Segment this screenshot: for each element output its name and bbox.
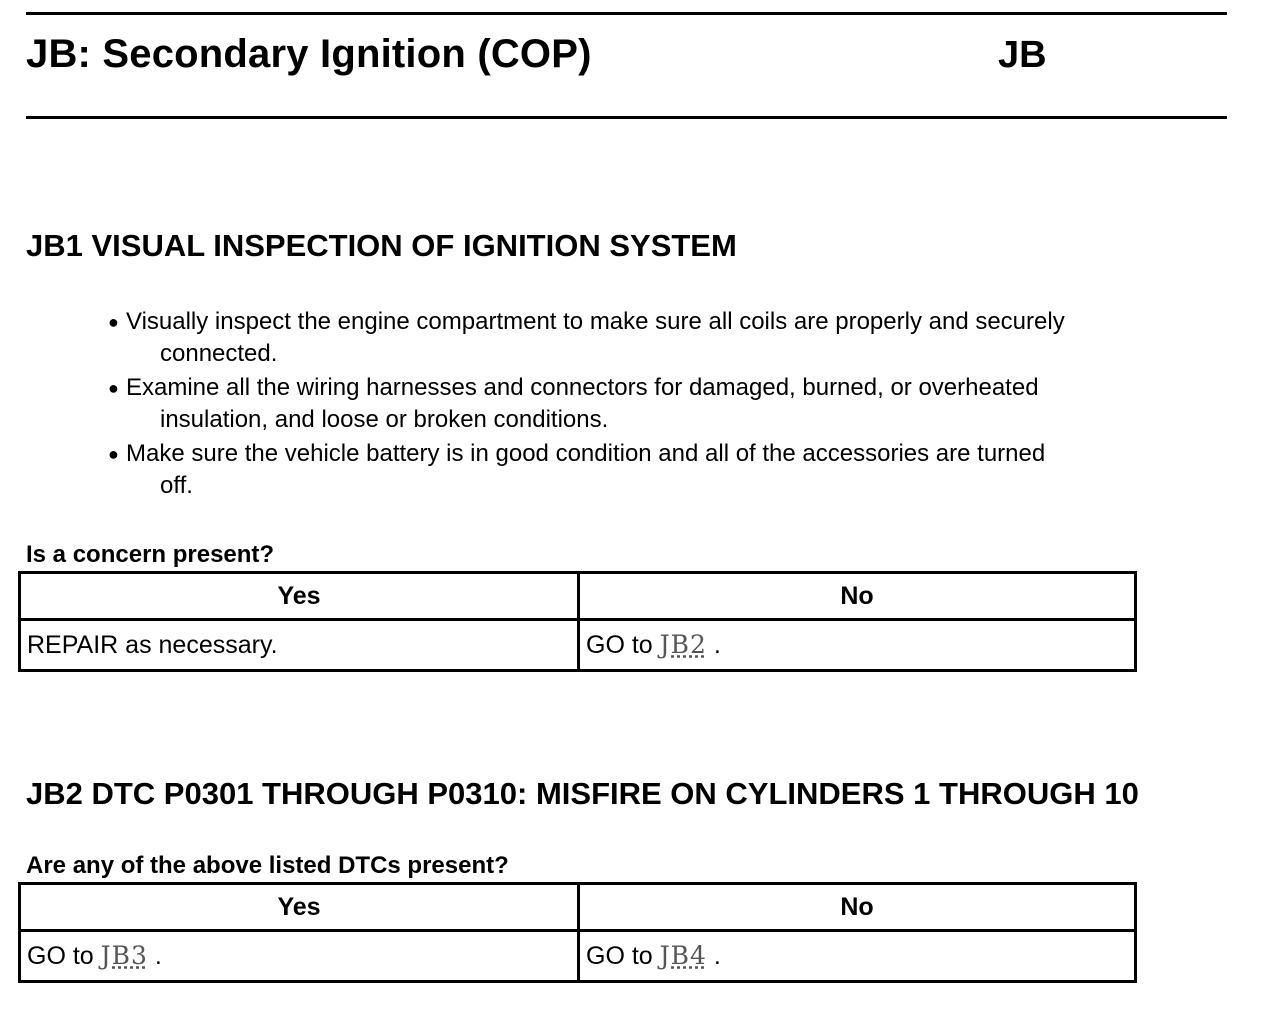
bullet-text: Visually inspect the engine compartment to make sure all coils are properly and securely — [126, 308, 1065, 335]
action-suffix: . — [713, 942, 721, 970]
no-header: No — [579, 884, 1136, 931]
no-action — [579, 931, 1136, 982]
yes-header: Yes — [20, 573, 579, 620]
table-header-row — [20, 573, 1136, 620]
jb3-link[interactable]: JB3 — [100, 941, 148, 970]
jb2-decision-table — [18, 882, 1137, 983]
table-row — [20, 931, 1136, 982]
table-header-row — [20, 884, 1136, 931]
yes-header: Yes — [20, 884, 579, 931]
bullet-text-continued: insulation, and loose or broken conditions. — [160, 406, 609, 433]
jb2-heading: JB2 DTC P0301 THROUGH P0310: MISFIRE ON CYLINDERS 1 THROUGH 10 — [26, 776, 1139, 811]
jb1-decision-table — [18, 571, 1137, 672]
no-action — [579, 620, 1136, 671]
jb2-question: Are any of the above listed DTCs present? — [26, 852, 509, 879]
action-text: GO to — [27, 942, 94, 970]
bullet-icon: ● — [108, 312, 119, 332]
page-title: JB: Secondary Ignition (COP) — [26, 32, 592, 76]
bullet-text: Make sure the vehicle battery is in good condition and all of the accessories are turned — [126, 440, 1046, 467]
jb1-heading: JB1 VISUAL INSPECTION OF IGNITION SYSTEM — [26, 228, 737, 263]
jb4-link[interactable]: JB4 — [659, 941, 707, 970]
bullet-text-continued: connected. — [160, 340, 278, 367]
section-code: JB — [998, 34, 1047, 76]
header-top-rule — [26, 12, 1227, 15]
action-suffix: . — [154, 942, 162, 970]
bullet-text: Examine all the wiring harnesses and connectors for damaged, burned, or overheated — [126, 374, 1039, 401]
no-header: No — [579, 573, 1136, 620]
action-text: GO to — [586, 631, 653, 659]
jb1-question: Is a concern present? — [26, 541, 275, 568]
list-item — [108, 372, 1228, 436]
jb2-link[interactable]: JB2 — [659, 630, 707, 659]
bullet-icon: ● — [108, 378, 119, 398]
list-item — [108, 306, 1228, 370]
yes-action — [20, 931, 579, 982]
header-bottom-rule — [26, 116, 1227, 119]
action-text: GO to — [586, 942, 653, 970]
list-item — [108, 438, 1228, 502]
table-row — [20, 620, 1136, 671]
action-suffix: . — [713, 631, 721, 659]
jb1-bullet-list — [108, 306, 1228, 504]
yes-action: REPAIR as necessary. — [20, 620, 579, 671]
bullet-icon: ● — [108, 444, 119, 464]
bullet-text-continued: off. — [160, 472, 193, 499]
